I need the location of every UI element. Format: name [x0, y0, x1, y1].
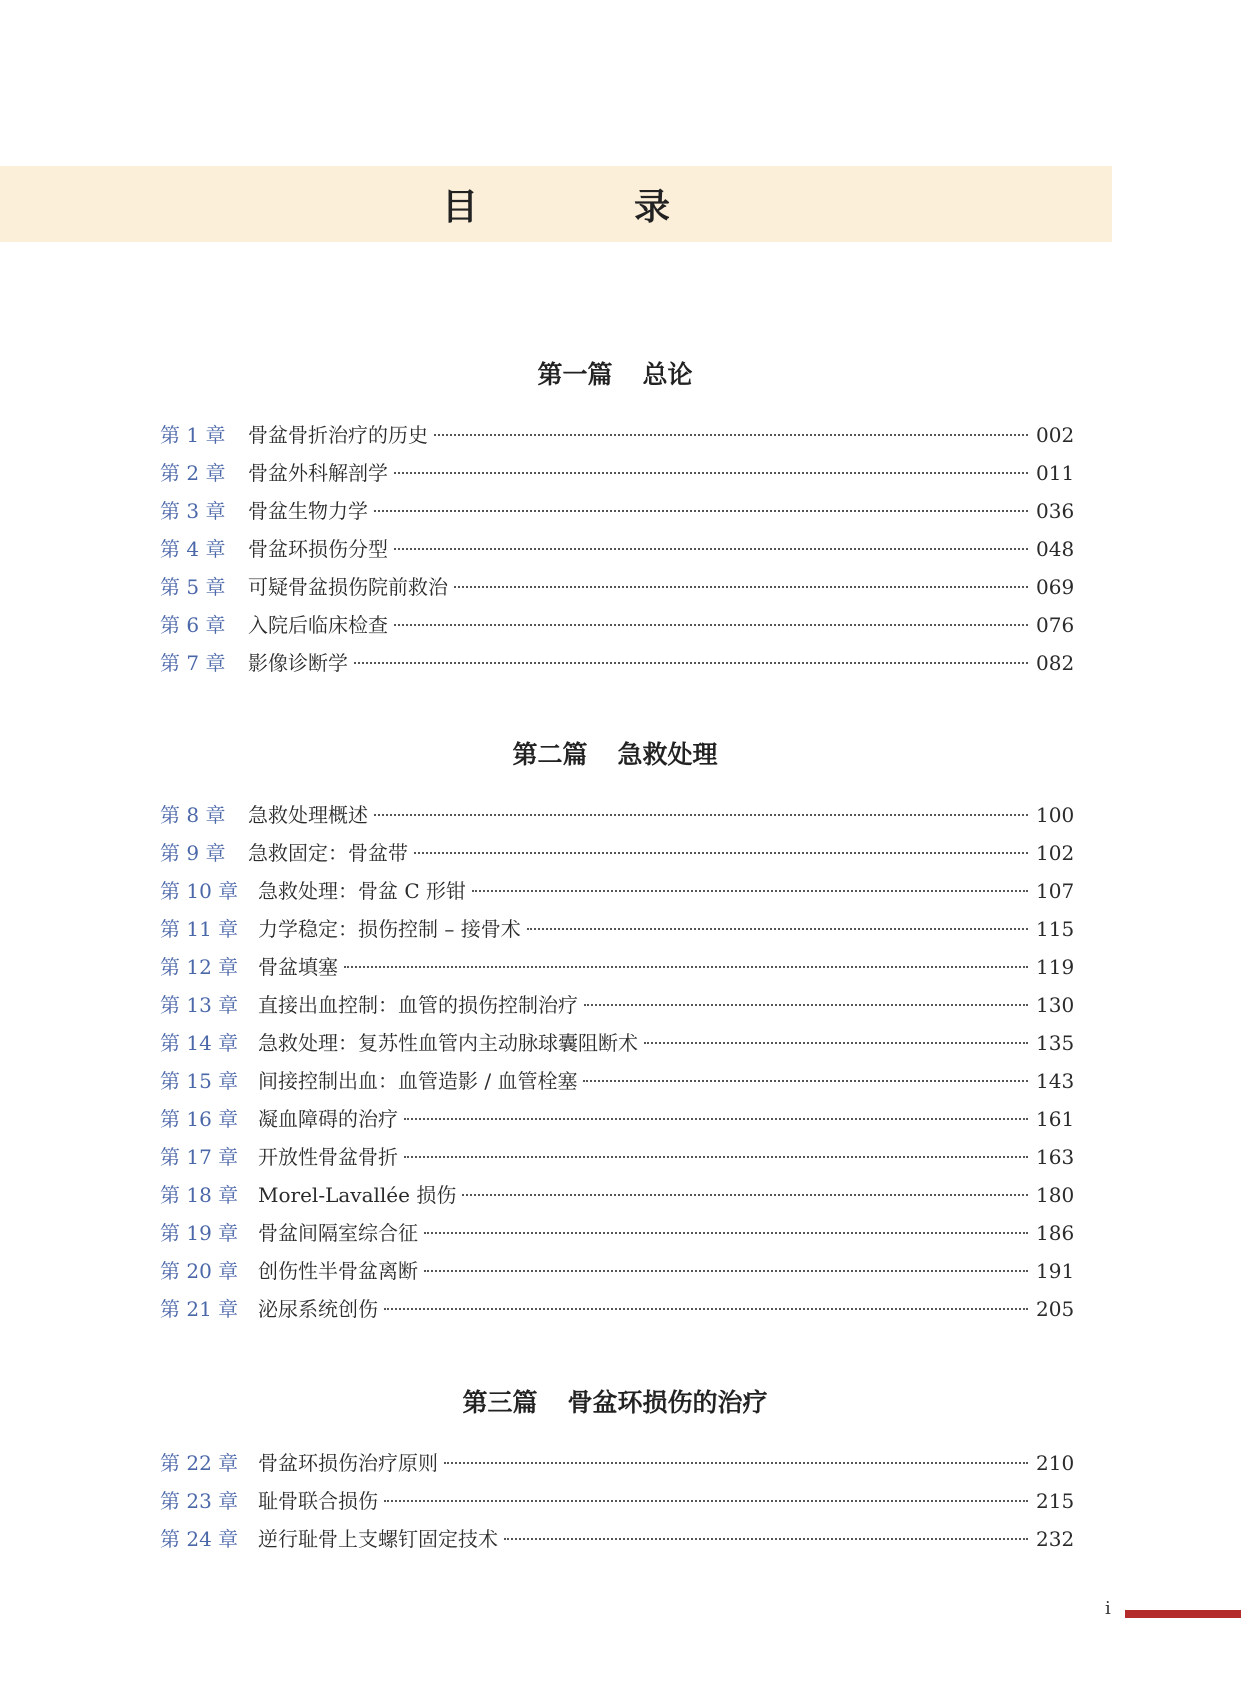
dot-leader: [583, 1080, 1028, 1082]
chapter-number: 第 24 章: [160, 1527, 239, 1551]
chapter-page: 210: [1036, 1451, 1075, 1475]
part-name: 总论: [642, 360, 693, 389]
chapter-number: 第 20 章: [160, 1259, 239, 1283]
toc-entry[interactable]: [160, 1520, 1075, 1558]
chapter-number: 第 11 章: [160, 917, 239, 941]
chapter-title: 逆行耻骨上支螺钉固定技术: [258, 1527, 498, 1551]
chapter-page: 205: [1036, 1297, 1075, 1321]
chapter-page: 119: [1036, 955, 1075, 979]
toc-entry[interactable]: [160, 1100, 1075, 1138]
page-title: 目 录: [441, 186, 730, 228]
chapter-title: 直接出血控制：血管的损伤控制治疗: [258, 993, 578, 1017]
chapter-number: 第 1 章: [160, 423, 226, 447]
chapter-title: 骨盆环损伤分型: [248, 537, 388, 561]
dot-leader: [384, 1500, 1028, 1502]
chapter-number: 第 19 章: [160, 1221, 239, 1245]
dot-leader: [354, 662, 1028, 664]
chapter-page: 002: [1036, 423, 1075, 447]
chapter-number: 第 22 章: [160, 1451, 239, 1475]
dot-leader: [434, 434, 1028, 436]
part-label: 第三篇: [462, 1388, 538, 1417]
dot-leader: [404, 1156, 1028, 1158]
dot-leader: [444, 1462, 1028, 1464]
chapter-page: 100: [1036, 803, 1075, 827]
chapter-title: 骨盆环损伤治疗原则: [258, 1451, 438, 1475]
chapter-page: 048: [1036, 537, 1075, 561]
page-number: i: [1105, 1598, 1111, 1619]
dot-leader: [394, 624, 1028, 626]
chapter-number: 第 8 章: [160, 803, 226, 827]
chapter-page: 143: [1036, 1069, 1075, 1093]
toc-entry[interactable]: [160, 530, 1075, 568]
part-heading: [160, 1386, 1070, 1420]
dot-leader: [374, 510, 1028, 512]
dot-leader: [394, 472, 1028, 474]
toc-entry[interactable]: [160, 910, 1075, 948]
toc-entry[interactable]: [160, 1290, 1075, 1328]
chapter-number: 第 16 章: [160, 1107, 239, 1131]
chapter-title: 骨盆生物力学: [248, 499, 368, 523]
chapter-page: 135: [1036, 1031, 1075, 1055]
chapter-number: 第 23 章: [160, 1489, 239, 1513]
toc-entry[interactable]: [160, 606, 1075, 644]
dot-leader: [414, 852, 1028, 854]
chapter-page: 130: [1036, 993, 1075, 1017]
dot-leader: [344, 966, 1028, 968]
dot-leader: [424, 1232, 1028, 1234]
chapter-number: 第 9 章: [160, 841, 226, 865]
toc-entry[interactable]: [160, 1138, 1075, 1176]
toc-entry[interactable]: [160, 948, 1075, 986]
part-heading: [160, 358, 1070, 392]
chapter-page: 011: [1036, 461, 1075, 485]
toc-entry[interactable]: [160, 1176, 1075, 1214]
chapter-page: 082: [1036, 651, 1075, 675]
title-band: [0, 166, 1112, 242]
chapter-page: 107: [1036, 879, 1075, 903]
chapter-page: 215: [1036, 1489, 1075, 1513]
chapter-title: 开放性骨盆骨折: [258, 1145, 398, 1169]
chapter-title: Morel-Lavallée 损伤: [258, 1183, 457, 1207]
chapter-title: 力学稳定：损伤控制 – 接骨术: [258, 917, 521, 941]
chapter-title: 耻骨联合损伤: [258, 1489, 378, 1513]
chapter-number: 第 4 章: [160, 537, 226, 561]
toc-entry[interactable]: [160, 568, 1075, 606]
chapter-number: 第 6 章: [160, 613, 226, 637]
toc-entry[interactable]: [160, 1482, 1075, 1520]
toc-entry[interactable]: [160, 834, 1075, 872]
chapter-number: 第 3 章: [160, 499, 226, 523]
chapter-title: 骨盆填塞: [258, 955, 338, 979]
chapter-page: 191: [1036, 1259, 1075, 1283]
toc-entry[interactable]: [160, 644, 1075, 682]
chapter-page: 232: [1036, 1527, 1075, 1551]
chapter-page: 102: [1036, 841, 1075, 865]
dot-leader: [404, 1118, 1028, 1120]
dot-leader: [394, 548, 1028, 550]
chapter-title: 骨盆骨折治疗的历史: [248, 423, 428, 447]
toc-entry[interactable]: [160, 492, 1075, 530]
chapter-number: 第 10 章: [160, 879, 239, 903]
toc-entry[interactable]: [160, 1252, 1075, 1290]
chapter-number: 第 13 章: [160, 993, 239, 1017]
part-label: 第二篇: [512, 740, 588, 769]
chapter-page: 180: [1036, 1183, 1075, 1207]
chapter-title: 凝血障碍的治疗: [258, 1107, 398, 1131]
part-name: 急救处理: [617, 740, 718, 769]
dot-leader: [472, 890, 1028, 892]
toc-entry[interactable]: [160, 454, 1075, 492]
toc-entry[interactable]: [160, 1062, 1075, 1100]
chapter-number: 第 12 章: [160, 955, 239, 979]
part-label: 第一篇: [537, 360, 613, 389]
chapter-number: 第 7 章: [160, 651, 226, 675]
part-2: [160, 738, 1075, 1328]
dot-leader: [424, 1270, 1028, 1272]
dot-leader: [462, 1194, 1028, 1196]
toc-entry[interactable]: [160, 416, 1075, 454]
folio-bar: [1125, 1610, 1241, 1618]
chapter-page: 163: [1036, 1145, 1075, 1169]
chapter-number: 第 15 章: [160, 1069, 239, 1093]
chapter-page: 186: [1036, 1221, 1075, 1245]
chapter-number: 第 21 章: [160, 1297, 239, 1321]
chapter-title: 泌尿系统创伤: [258, 1297, 378, 1321]
toc-entry[interactable]: [160, 1214, 1075, 1252]
chapter-title: 骨盆外科解剖学: [248, 461, 388, 485]
chapter-title: 急救处理：复苏性血管内主动脉球囊阻断术: [258, 1031, 638, 1055]
dot-leader: [584, 1004, 1028, 1006]
toc-entry[interactable]: [160, 1024, 1075, 1062]
dot-leader: [527, 928, 1028, 930]
toc-entry[interactable]: [160, 986, 1075, 1024]
chapter-number: 第 17 章: [160, 1145, 239, 1169]
dot-leader: [504, 1538, 1028, 1540]
chapter-title: 可疑骨盆损伤院前救治: [248, 575, 448, 599]
dot-leader: [454, 586, 1028, 588]
chapter-title: 入院后临床检查: [248, 613, 388, 637]
chapter-page: 069: [1036, 575, 1075, 599]
chapter-number: 第 2 章: [160, 461, 226, 485]
part-3: [160, 1386, 1075, 1558]
chapter-page: 036: [1036, 499, 1075, 523]
dot-leader: [644, 1042, 1028, 1044]
chapter-number: 第 18 章: [160, 1183, 239, 1207]
chapter-number: 第 5 章: [160, 575, 226, 599]
part-name: 骨盆环损伤的治疗: [567, 1388, 768, 1417]
chapter-page: 076: [1036, 613, 1075, 637]
part-heading: [160, 738, 1070, 772]
dot-leader: [374, 814, 1028, 816]
chapter-title: 急救处理概述: [248, 803, 368, 827]
chapter-title: 间接控制出血：血管造影 / 血管栓塞: [258, 1069, 578, 1093]
chapter-page: 115: [1036, 917, 1075, 941]
toc-entry[interactable]: [160, 872, 1075, 910]
chapter-title: 急救处理：骨盆 C 形钳: [258, 879, 467, 903]
chapter-title: 骨盆间隔室综合征: [258, 1221, 418, 1245]
chapter-page: 161: [1036, 1107, 1075, 1131]
part-1: [160, 358, 1075, 682]
chapter-title: 急救固定：骨盆带: [248, 841, 408, 865]
toc-entry[interactable]: [160, 796, 1075, 834]
toc-entry[interactable]: [160, 1444, 1075, 1482]
chapter-number: 第 14 章: [160, 1031, 239, 1055]
chapter-title: 创伤性半骨盆离断: [258, 1259, 418, 1283]
dot-leader: [384, 1308, 1028, 1310]
chapter-title: 影像诊断学: [248, 651, 348, 675]
